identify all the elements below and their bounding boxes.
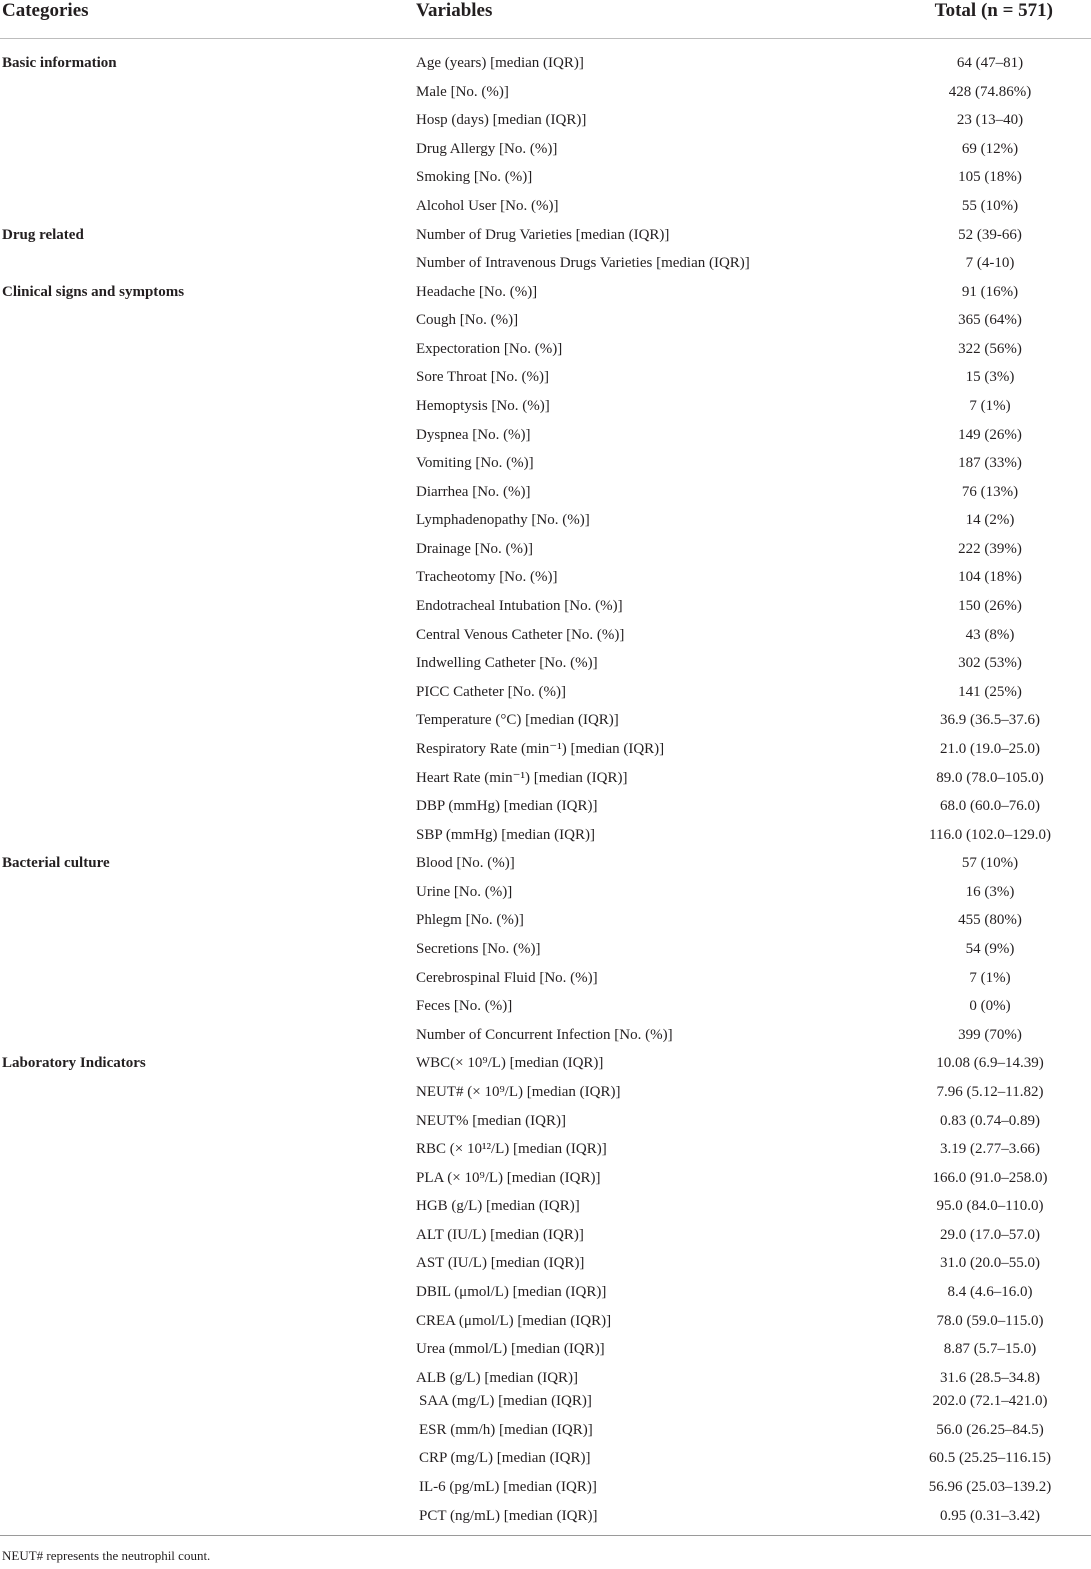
variable-cell: NEUT# (× 10⁹/L) [median (IQR)] — [416, 1083, 621, 1100]
total-cell: 399 (70%) — [958, 1026, 1022, 1043]
header-variables: Variables — [416, 0, 493, 21]
table-row — [0, 853, 1091, 877]
variable-cell: Expectoration [No. (%)] — [416, 340, 563, 357]
table-row — [0, 596, 1091, 620]
table-row — [0, 167, 1091, 191]
variable-cell: ALT (IU/L) [median (IQR)] — [416, 1226, 584, 1243]
table-row — [0, 510, 1091, 534]
total-cell: 89.0 (78.0–105.0) — [936, 769, 1044, 786]
total-cell: 187 (33%) — [958, 455, 1022, 472]
table-row — [0, 367, 1091, 391]
header-categories: Categories — [2, 0, 89, 21]
variable-cell: Vomiting [No. (%)] — [416, 455, 534, 472]
table-row — [0, 1196, 1091, 1220]
total-cell: 56.96 (25.03–139.2) — [928, 1479, 1052, 1495]
table-row — [0, 1420, 1091, 1444]
table-row — [0, 768, 1091, 792]
table-row — [0, 453, 1091, 477]
total-cell: 8.87 (5.7–15.0) — [943, 1341, 1037, 1358]
variable-cell: Headache [No. (%)] — [416, 283, 538, 300]
variable-cell: Diarrhea [No. (%)] — [416, 483, 531, 500]
variable-cell: Central Venous Catheter [No. (%)] — [416, 626, 625, 643]
total-cell: 149 (26%) — [958, 426, 1022, 443]
total-cell: 54 (9%) — [965, 941, 1015, 957]
category-cell: Clinical signs and symptoms — [2, 283, 185, 300]
table-row — [0, 1311, 1091, 1335]
total-cell: 322 (56%) — [958, 340, 1022, 357]
table-row — [0, 625, 1091, 649]
variable-cell: PICC Catheter [No. (%)] — [416, 683, 566, 700]
variable-cell: IL-6 (pg/mL) [median (IQR)] — [419, 1479, 597, 1495]
variable-cell: Secretions [No. (%)] — [416, 941, 541, 957]
table-row — [0, 1477, 1091, 1501]
variable-cell: Urea (mmol/L) [median (IQR)] — [416, 1341, 605, 1358]
variable-cell: Smoking [No. (%)] — [416, 169, 533, 186]
table-row — [0, 1339, 1091, 1363]
total-cell: 8.4 (4.6–16.0) — [947, 1283, 1033, 1300]
table-row — [0, 425, 1091, 449]
table-row — [0, 682, 1091, 706]
table-row — [0, 739, 1091, 763]
variable-cell: ESR (mm/h) [median (IQR)] — [419, 1421, 593, 1438]
header-total: Total (n = 571) — [934, 0, 1053, 21]
table-row — [0, 282, 1091, 306]
table-row — [0, 910, 1091, 934]
total-cell: 29.0 (17.0–57.0) — [940, 1226, 1040, 1243]
total-cell: 56.0 (26.25–84.5) — [936, 1421, 1044, 1438]
total-cell: 57 (10%) — [961, 855, 1019, 872]
total-cell: 16 (3%) — [965, 883, 1015, 900]
header-divider — [0, 38, 1091, 39]
variable-cell: Temperature (°C) [median (IQR)] — [416, 712, 619, 729]
total-cell: 91 (16%) — [961, 283, 1019, 300]
variable-cell: Indwelling Catheter [No. (%)] — [416, 655, 598, 672]
table-row — [0, 82, 1091, 106]
total-cell: 7 (4-10) — [965, 255, 1015, 272]
table-row — [0, 1282, 1091, 1306]
category-cell: Basic information — [2, 55, 117, 71]
variable-cell: Drainage [No. (%)] — [416, 540, 534, 557]
category-cell: Laboratory Indicators — [2, 1055, 146, 1072]
variable-cell: WBC(× 10⁹/L) [median (IQR)] — [416, 1055, 604, 1072]
total-cell: 43 (8%) — [965, 626, 1015, 643]
total-cell: 52 (39-66) — [958, 226, 1022, 243]
variable-cell: DBIL (μmol/L) [median (IQR)] — [416, 1283, 607, 1300]
table-row — [0, 1168, 1091, 1192]
table-bottom-divider — [0, 1535, 1091, 1536]
variable-cell: HGB (g/L) [median (IQR)] — [416, 1198, 580, 1215]
table-row — [0, 339, 1091, 363]
table-row — [0, 253, 1091, 277]
total-cell: 166.0 (91.0–258.0) — [932, 1169, 1048, 1186]
total-cell: 104 (18%) — [958, 569, 1022, 586]
total-cell: 36.9 (36.5–37.6) — [940, 712, 1040, 729]
variable-cell: Age (years) [median (IQR)] — [416, 55, 584, 71]
total-cell: 365 (64%) — [958, 312, 1022, 329]
table-row — [0, 710, 1091, 734]
table-row — [0, 1082, 1091, 1106]
table-row — [0, 996, 1091, 1020]
table-row — [0, 310, 1091, 334]
total-cell: 7.96 (5.12–11.82) — [936, 1083, 1044, 1100]
variable-cell: ALB (g/L) [median (IQR)] — [416, 1369, 579, 1386]
total-cell: 76 (13%) — [961, 483, 1019, 500]
variable-cell: PLA (× 10⁹/L) [median (IQR)] — [416, 1169, 601, 1186]
table-row — [0, 139, 1091, 163]
table-row — [0, 225, 1091, 249]
total-cell: 64 (47–81) — [956, 55, 1024, 71]
table-row — [0, 567, 1091, 591]
variable-cell: CREA (μmol/L) [median (IQR)] — [416, 1312, 612, 1329]
total-cell: 78.0 (59.0–115.0) — [936, 1312, 1044, 1329]
variable-cell: PCT (ng/mL) [median (IQR)] — [419, 1507, 598, 1524]
variable-cell: Endotracheal Intubation [No. (%)] — [416, 598, 623, 614]
category-cell: Bacterial culture — [2, 855, 110, 872]
table-row — [0, 1506, 1091, 1530]
table-row — [0, 796, 1091, 820]
total-cell: 68.0 (60.0–76.0) — [940, 798, 1040, 815]
variable-cell: Urine [No. (%)] — [416, 883, 513, 900]
total-cell: 60.5 (25.25–116.15) — [929, 1450, 1051, 1467]
total-cell: 15 (3%) — [965, 369, 1015, 386]
table-footnote: NEUT# represents the neutrophil count. — [2, 1548, 211, 1563]
variable-cell: DBP (mmHg) [median (IQR)] — [416, 798, 598, 815]
variable-cell: Number of Concurrent Infection [No. (%)] — [416, 1026, 673, 1043]
total-cell: 31.0 (20.0–55.0) — [940, 1255, 1040, 1272]
total-cell: 202.0 (72.1–421.0) — [932, 1393, 1048, 1410]
total-cell: 302 (53%) — [958, 655, 1022, 672]
total-cell: 69 (12%) — [961, 140, 1019, 157]
table-row — [0, 1253, 1091, 1277]
variable-cell: Lymphadenopathy [No. (%)] — [416, 512, 590, 529]
variable-cell: Number of Drug Varieties [median (IQR)] — [416, 226, 670, 243]
table-row — [0, 825, 1091, 849]
variable-cell: Respiratory Rate (min⁻¹) [median (IQR)] — [416, 740, 665, 757]
total-cell: 31.6 (28.5–34.8) — [940, 1369, 1040, 1386]
variable-cell: Blood [No. (%)] — [416, 855, 515, 872]
table-row — [0, 1368, 1091, 1392]
total-cell: 23 (13–40) — [956, 112, 1024, 129]
table-row — [0, 1139, 1091, 1163]
table-row — [0, 396, 1091, 420]
variable-cell: RBC (× 10¹²/L) [median (IQR)] — [416, 1141, 607, 1157]
total-cell: 7 (1%) — [969, 969, 1011, 986]
variable-cell: Cerebrospinal Fluid [No. (%)] — [416, 969, 598, 986]
total-cell: 21.0 (19.0–25.0) — [940, 740, 1040, 757]
total-cell: 105 (18%) — [958, 169, 1022, 186]
total-cell: 3.19 (2.77–3.66) — [940, 1141, 1040, 1157]
variable-cell: Hemoptysis [No. (%)] — [416, 398, 550, 414]
total-cell: 116.0 (102.0–129.0) — [929, 826, 1051, 843]
total-cell: 141 (25%) — [958, 683, 1022, 700]
table-row — [0, 1391, 1091, 1415]
variable-cell: Drug Allergy [No. (%)] — [416, 140, 558, 157]
variable-cell: Male [No. (%)] — [416, 83, 509, 100]
table-row — [0, 1111, 1091, 1135]
table-row — [0, 1448, 1091, 1472]
total-cell: 0.83 (0.74–0.89) — [940, 1112, 1040, 1129]
variable-cell: CRP (mg/L) [median (IQR)] — [419, 1450, 591, 1467]
variable-cell: Tracheotomy [No. (%)] — [416, 569, 558, 586]
total-cell: 455 (80%) — [958, 912, 1022, 929]
variable-cell: NEUT% [median (IQR)] — [416, 1112, 566, 1129]
table-row — [0, 653, 1091, 677]
table-row — [0, 1053, 1091, 1077]
total-cell: 428 (74.86%) — [948, 83, 1032, 100]
variable-cell: Cough [No. (%)] — [416, 312, 519, 329]
variable-cell: SAA (mg/L) [median (IQR)] — [419, 1393, 592, 1410]
total-cell: 150 (26%) — [958, 598, 1022, 614]
total-cell: 7 (1%) — [969, 398, 1011, 414]
table-row — [0, 53, 1091, 77]
variable-cell: Alcohol User [No. (%)] — [416, 197, 559, 214]
variable-cell: Feces [No. (%)] — [416, 998, 513, 1015]
table-row — [0, 482, 1091, 506]
total-cell: 222 (39%) — [958, 540, 1022, 557]
variable-cell: AST (IU/L) [median (IQR)] — [416, 1255, 585, 1272]
table-row — [0, 968, 1091, 992]
table-row — [0, 539, 1091, 563]
table-row — [0, 196, 1091, 220]
table-row — [0, 1025, 1091, 1049]
total-cell: 95.0 (84.0–110.0) — [936, 1198, 1044, 1215]
table-row — [0, 882, 1091, 906]
table-row — [0, 110, 1091, 134]
total-cell: 14 (2%) — [965, 512, 1015, 529]
table-row — [0, 939, 1091, 963]
total-cell: 0 (0%) — [969, 998, 1011, 1015]
variable-cell: Hosp (days) [median (IQR)] — [416, 112, 587, 129]
variable-cell: Dyspnea [No. (%)] — [416, 426, 531, 443]
total-cell: 55 (10%) — [961, 197, 1019, 214]
variable-cell: Phlegm [No. (%)] — [416, 912, 524, 929]
total-cell: 10.08 (6.9–14.39) — [936, 1055, 1044, 1072]
category-cell: Drug related — [2, 226, 84, 243]
variable-cell: Heart Rate (min⁻¹) [median (IQR)] — [416, 769, 628, 786]
variable-cell: SBP (mmHg) [median (IQR)] — [416, 826, 596, 843]
variable-cell: Number of Intravenous Drugs Varieties [median (IQR)] — [416, 255, 750, 272]
variable-cell: Sore Throat [No. (%)] — [416, 369, 550, 386]
table-row — [0, 1225, 1091, 1249]
total-cell: 0.95 (0.31–3.42) — [940, 1507, 1040, 1524]
